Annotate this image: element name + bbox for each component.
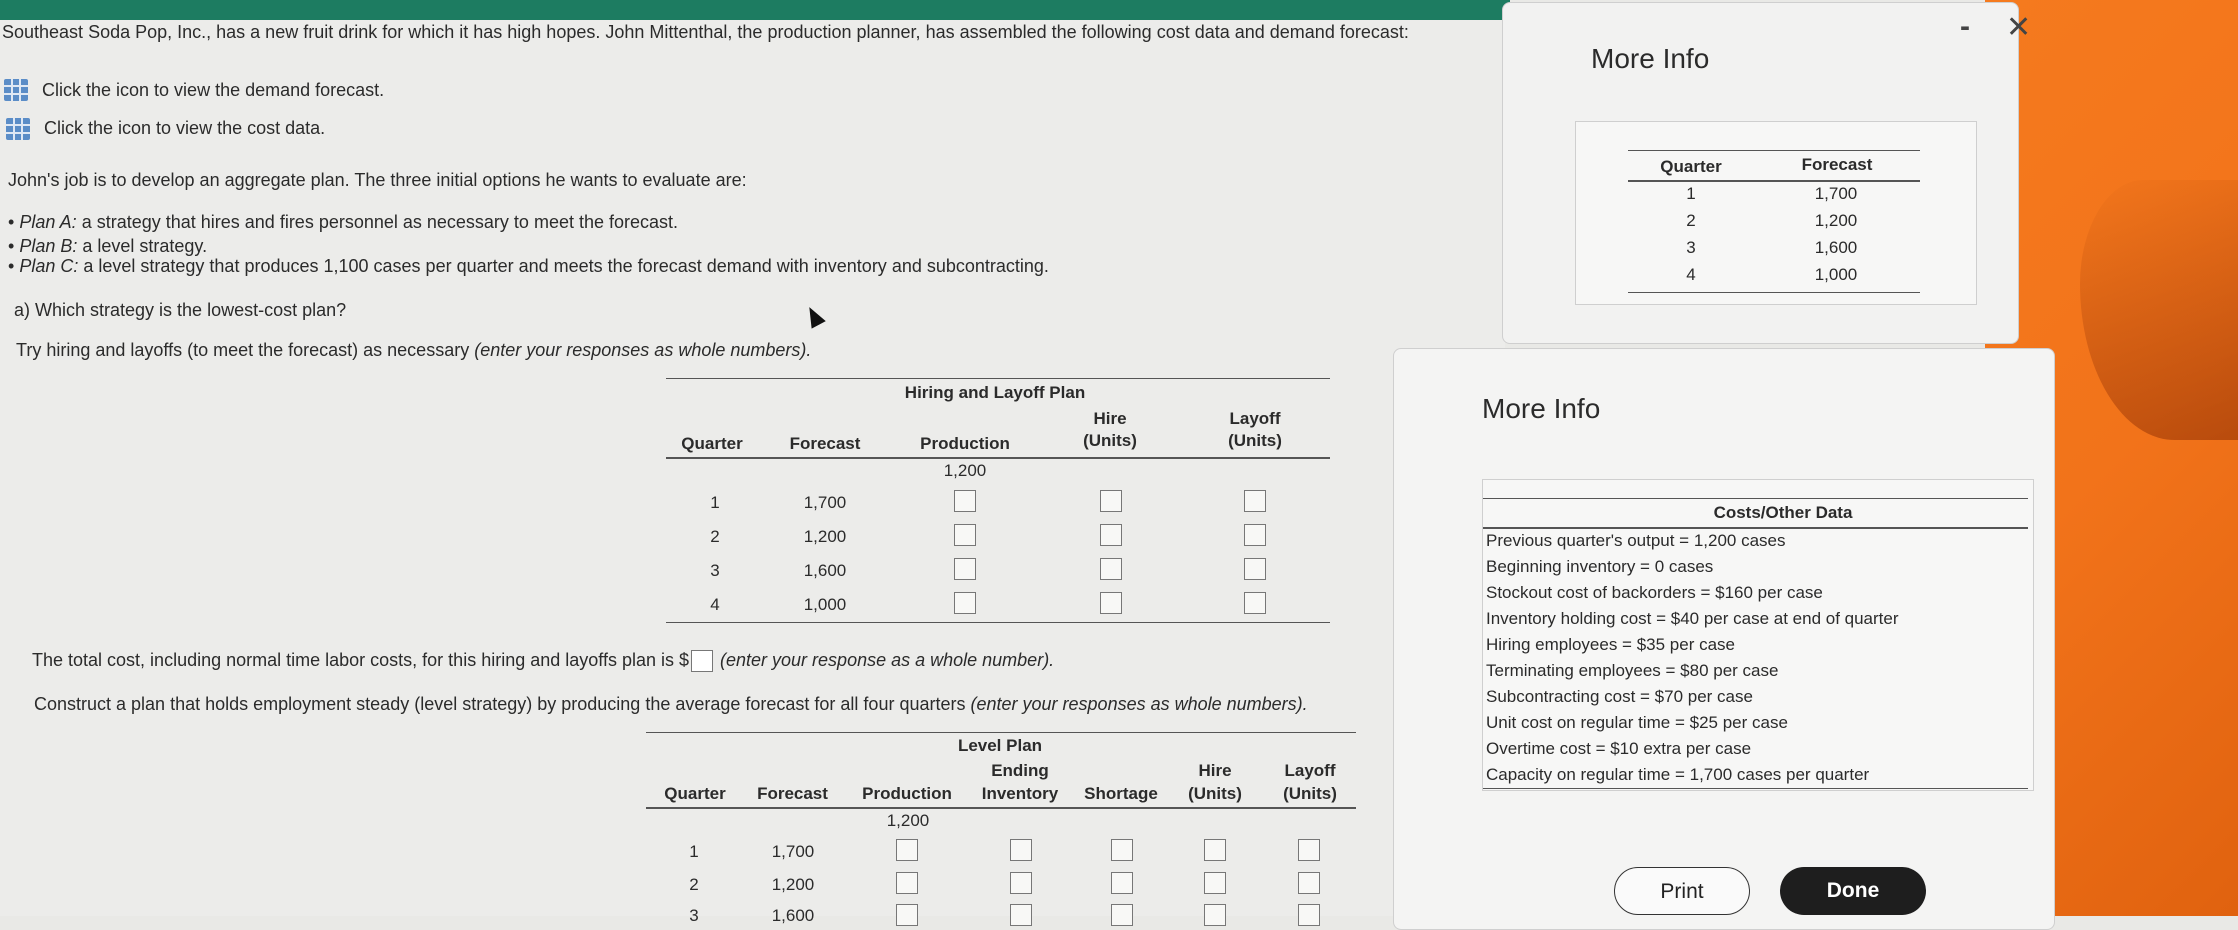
cost-data-link[interactable]: Click the icon to view the cost data. (44, 118, 326, 138)
production-input[interactable] (896, 839, 918, 861)
hire-row-forecast: 1,200 (803, 527, 847, 546)
cost-line: Capacity on regular time = 1,700 cases per quarter (1486, 765, 1870, 784)
hire-table-bottom-rule (666, 622, 1330, 623)
production-input[interactable] (896, 872, 918, 894)
hire-row-forecast: 1,000 (803, 595, 847, 614)
total-cost-note: (enter your response as a whole number). (720, 650, 1055, 670)
intro-text: Southeast Soda Pop, Inc., has a new fruit drink for which it has high hopes. John Mittenthal, the production planner, has assembled the following cost data and demand forecast: (2, 22, 1409, 42)
level-col-quarter: Quarter (664, 784, 726, 803)
ending-inventory-input[interactable] (1010, 839, 1032, 861)
hire-input[interactable] (1100, 524, 1122, 546)
forecast-col-quarter: Quarter (1660, 157, 1722, 176)
forecast-table-top-rule (1628, 150, 1920, 151)
level-col-production: Production (862, 784, 952, 803)
shortage-input[interactable] (1111, 872, 1133, 894)
plan-c-desc: a level strategy that produces 1,100 cases per quarter and meets the forecast demand with inventory and subcontracting. (83, 256, 1049, 276)
dialog-title: More Info (1482, 393, 1601, 424)
level-row-forecast: 1,700 (771, 842, 815, 861)
level-initial-production: 1,200 (886, 811, 930, 830)
level-col-layoff-2: (Units) (1283, 784, 1337, 803)
plan-b-item: • Plan B: a level strategy. (8, 236, 208, 256)
layoff-input[interactable] (1244, 592, 1266, 614)
hire-input[interactable] (1204, 839, 1226, 861)
forecast-table-box (1575, 121, 1977, 305)
hire-row-quarter: 1 (710, 493, 720, 512)
forecast-row-quarter: 2 (1686, 211, 1696, 230)
ending-inventory-input[interactable] (1010, 872, 1032, 894)
cost-line: Subcontracting cost = $70 per case (1486, 687, 1753, 706)
level-col-layoff-1: Layoff (1284, 761, 1336, 780)
forecast-row-value: 1,600 (1814, 238, 1858, 257)
job-description: John's job is to develop an aggregate plan. The three initial options he wants to evaluate are: (8, 170, 747, 190)
level-col-ending-1: Ending (991, 761, 1049, 780)
total-cost-question (32, 650, 1054, 672)
cost-line: Unit cost on regular time = $25 per case (1486, 713, 1788, 732)
level-col-ending-2: Inventory (981, 784, 1059, 803)
costs-table-bottom-rule (1483, 788, 2028, 789)
production-input[interactable] (896, 904, 918, 926)
cost-line: Terminating employees = $80 per case (1486, 661, 1779, 680)
level-row-forecast: 1,200 (771, 875, 815, 894)
hire-input[interactable] (1204, 872, 1226, 894)
level-col-shortage: Shortage (1084, 784, 1158, 803)
construct-text: Construct a plan that holds employment steady (level strategy) by producing the average forecast for all four quarters (34, 694, 966, 714)
print-button[interactable]: Print (1614, 867, 1750, 915)
cost-line: Previous quarter's output = 1,200 cases (1486, 531, 1786, 550)
level-table-top-rule (646, 732, 1356, 733)
more-info-costs-dialog (1393, 348, 2055, 930)
cost-line: Beginning inventory = 0 cases (1486, 557, 1714, 576)
forecast-table-bottom-rule (1628, 292, 1920, 293)
more-info-forecast-dialog (1502, 2, 2019, 344)
level-col-hire-1: Hire (1198, 761, 1232, 780)
hire-initial-production: 1,200 (943, 461, 987, 480)
costs-table-top-rule (1483, 498, 2028, 499)
production-input[interactable] (954, 490, 976, 512)
cost-line: Stockout cost of backorders = $160 per case (1486, 583, 1823, 602)
costs-header-rule (1483, 527, 2028, 529)
forecast-col-forecast: Forecast (1801, 155, 1873, 174)
hire-input[interactable] (1100, 592, 1122, 614)
forecast-row-value: 1,200 (1814, 211, 1858, 230)
plan-c-item: • Plan C: a level strategy that produces 1,100 cases per quarter and meets the forecast demand with inventory and subcontracting. (8, 256, 1049, 276)
level-row-quarter: 3 (689, 906, 699, 925)
layoff-input[interactable] (1298, 839, 1320, 861)
shortage-input[interactable] (1111, 839, 1133, 861)
production-input[interactable] (954, 592, 976, 614)
table-icon[interactable] (6, 118, 30, 140)
hiring-instructions-note: (enter your responses as whole numbers). (474, 340, 812, 360)
minimize-icon[interactable]: - (1960, 10, 1970, 43)
costs-header: Costs/Other Data (1713, 503, 1853, 522)
hire-row-quarter: 3 (710, 561, 720, 580)
layoff-input[interactable] (1244, 524, 1266, 546)
question-a: a) Which strategy is the lowest-cost plan? (14, 300, 347, 320)
hire-row-forecast: 1,600 (803, 561, 847, 580)
layoff-input[interactable] (1244, 490, 1266, 512)
level-table-header-rule (646, 807, 1356, 809)
costs-table-box (1482, 479, 2034, 791)
cost-line: Hiring employees = $35 per case (1486, 635, 1735, 654)
cost-line: Inventory holding cost = $40 per case at end of quarter (1486, 609, 1899, 628)
level-table-title: Level Plan (957, 736, 1043, 755)
layoff-input[interactable] (1298, 904, 1320, 926)
table-icon[interactable] (4, 79, 28, 101)
hire-col-forecast: Forecast (789, 434, 861, 453)
hire-table-header-rule (666, 457, 1330, 459)
production-input[interactable] (954, 558, 976, 580)
forecast-row-value: 1,000 (1814, 265, 1858, 284)
close-icon[interactable]: ✕ (2006, 11, 2032, 44)
shortage-input[interactable] (1111, 904, 1133, 926)
cost-line: Overtime cost = $10 extra per case (1486, 739, 1752, 758)
hire-col-production: Production (920, 434, 1010, 453)
level-col-hire-2: (Units) (1188, 784, 1242, 803)
hiring-instructions (16, 340, 811, 361)
plan-a-desc: a strategy that hires and fires personnel as necessary to meet the forecast. (81, 212, 679, 232)
ending-inventory-input[interactable] (1010, 904, 1032, 926)
hire-row-forecast: 1,700 (803, 493, 847, 512)
total-cost-text: The total cost, including normal time labor costs, for this hiring and layoffs plan is $ (32, 650, 689, 670)
hire-col-layoff-1: Layoff (1229, 409, 1281, 428)
browser-top-bar (0, 0, 1510, 20)
level-row-quarter: 1 (689, 842, 699, 861)
plan-c-name: Plan C: (19, 256, 79, 276)
hire-input[interactable] (1100, 490, 1122, 512)
dialog-title: More Info (1591, 43, 1710, 74)
production-input[interactable] (954, 524, 976, 546)
hire-col-hire-1: Hire (1093, 409, 1127, 428)
level-row-quarter: 2 (689, 875, 699, 894)
hire-input[interactable] (1100, 558, 1122, 580)
done-button[interactable]: Done (1780, 867, 1926, 915)
plan-b-desc: a level strategy. (82, 236, 208, 256)
hire-table-title: Hiring and Layoff Plan (904, 383, 1086, 402)
hire-col-quarter: Quarter (681, 434, 743, 453)
forecast-row-quarter: 4 (1686, 265, 1696, 284)
construct-note: (enter your responses as whole numbers). (970, 694, 1308, 714)
demand-forecast-link[interactable]: Click the icon to view the demand forecast. (42, 80, 385, 100)
hire-col-hire-2: (Units) (1083, 431, 1137, 450)
forecast-table-header-rule (1628, 180, 1920, 182)
level-col-forecast: Forecast (757, 784, 828, 803)
hire-row-quarter: 2 (710, 527, 720, 546)
construct-instructions (34, 694, 1308, 715)
total-cost-input[interactable] (691, 650, 713, 672)
forecast-row-quarter: 3 (1686, 238, 1696, 257)
hire-table-top-rule (666, 378, 1330, 379)
hire-col-layoff-2: (Units) (1228, 431, 1282, 450)
plan-a-item: • Plan A: a strategy that hires and fires personnel as necessary to meet the forecast. (8, 212, 679, 232)
forecast-row-quarter: 1 (1686, 184, 1696, 203)
forecast-row-value: 1,700 (1814, 184, 1858, 203)
plan-b-name: Plan B: (19, 236, 78, 256)
layoff-input[interactable] (1298, 872, 1320, 894)
plan-a-name: Plan A: (19, 212, 77, 232)
hiring-instructions-text: Try hiring and layoffs (to meet the forecast) as necessary (16, 340, 470, 360)
hire-row-quarter: 4 (710, 595, 720, 614)
level-row-forecast: 1,600 (771, 906, 815, 925)
layoff-input[interactable] (1244, 558, 1266, 580)
hire-input[interactable] (1204, 904, 1226, 926)
